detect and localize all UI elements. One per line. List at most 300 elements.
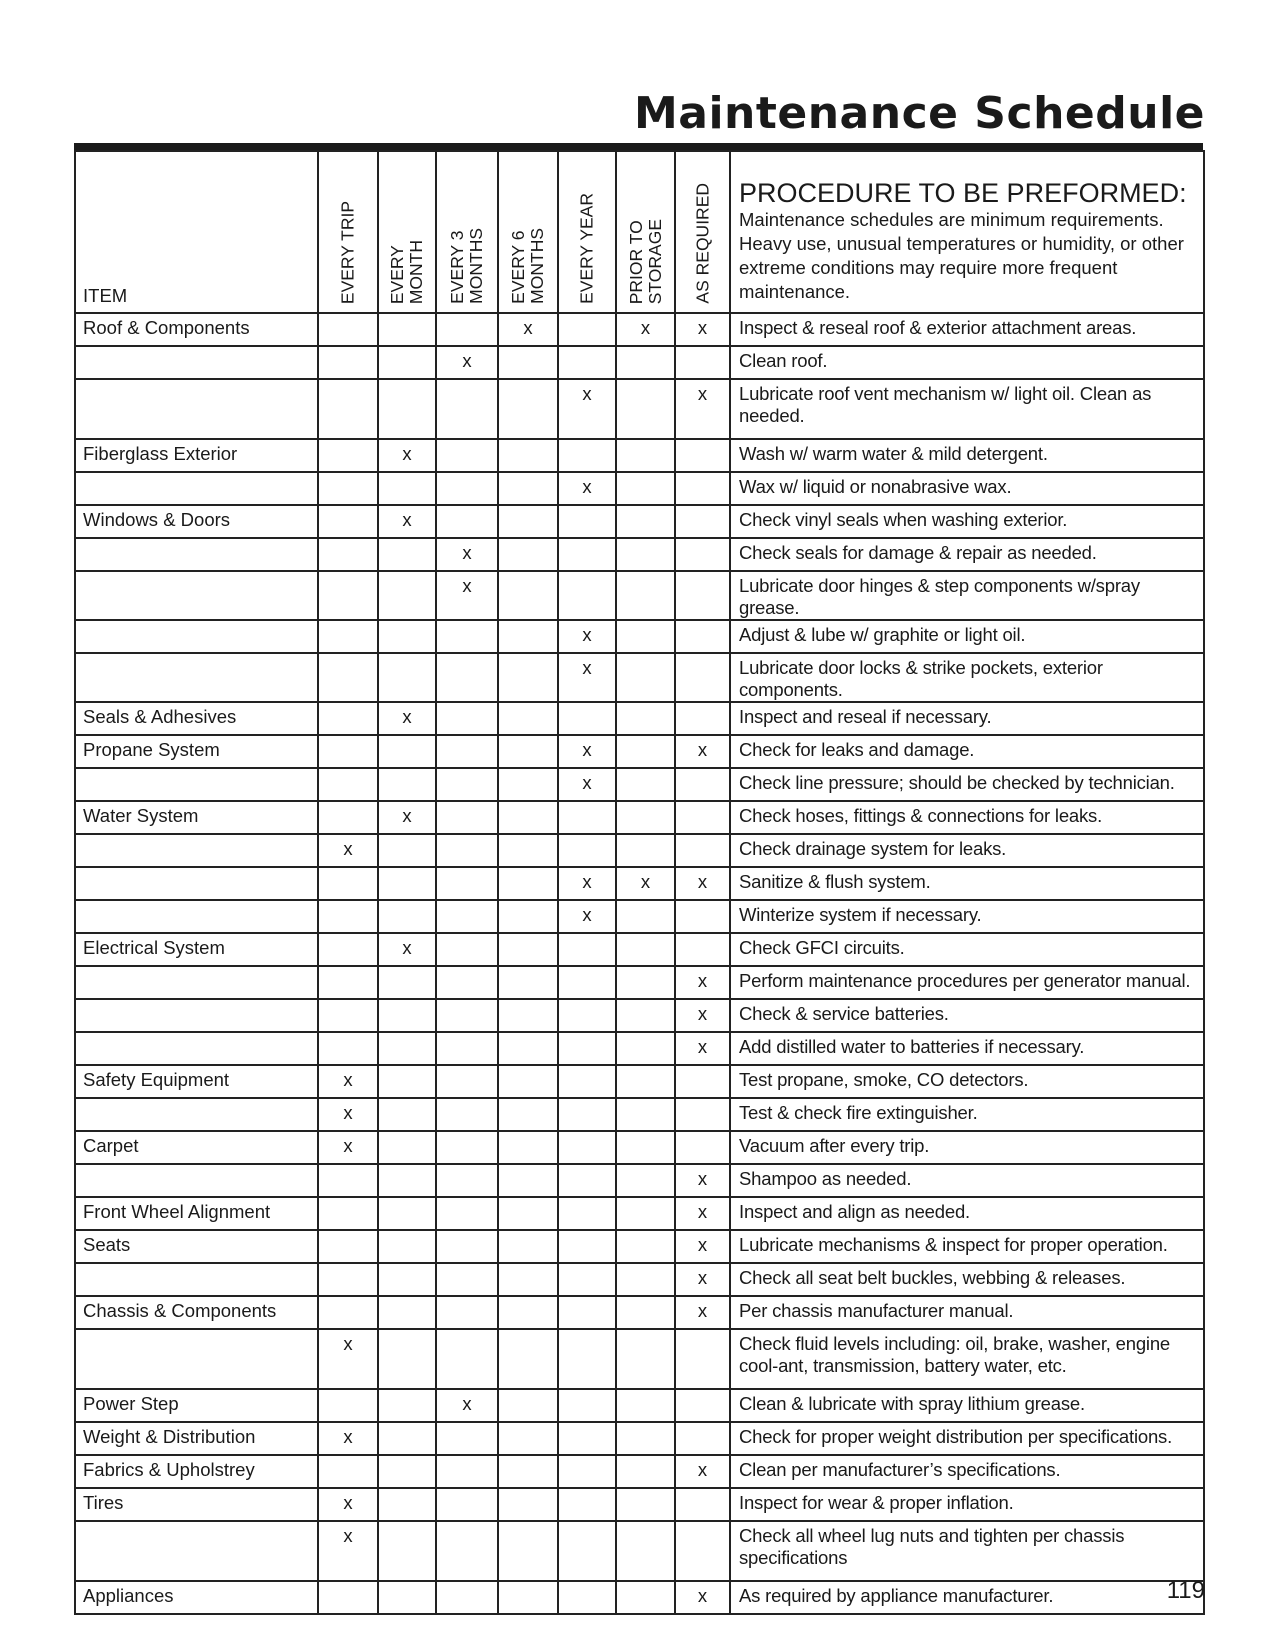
frequency-mark-cell [498,538,558,571]
frequency-mark-cell: x [378,933,436,966]
frequency-mark-cell [318,999,378,1032]
frequency-mark-cell [318,768,378,801]
frequency-mark-cell [436,1065,498,1098]
frequency-mark-cell [318,346,378,379]
frequency-mark-cell [378,1329,436,1389]
frequency-mark-cell [378,346,436,379]
frequency-mark-cell [675,472,730,505]
frequency-mark-cell [318,933,378,966]
procedure-cell: Check for proper weight distribution per specifications. [730,1422,1204,1455]
table-row [75,735,1204,768]
frequency-mark-cell [498,346,558,379]
frequency-mark-cell [498,735,558,768]
frequency-mark-cell: x [675,966,730,999]
frequency-mark-cell [436,1455,498,1488]
frequency-mark-cell [675,1065,730,1098]
frequency-mark-cell [498,1098,558,1131]
frequency-mark-cell [378,1263,436,1296]
frequency-mark-cell [616,999,675,1032]
frequency-mark-cell [675,834,730,867]
frequency-mark-cell: x [498,313,558,346]
frequency-mark-cell: x [318,1131,378,1164]
frequency-mark-cell [558,1263,616,1296]
table-row [75,472,1204,505]
procedure-cell: Inspect & reseal roof & exterior attachment areas. [730,313,1204,346]
frequency-mark-cell [675,1422,730,1455]
table-row [75,966,1204,999]
frequency-mark-cell [318,571,378,620]
frequency-mark-cell [616,439,675,472]
frequency-mark-cell [616,1296,675,1329]
procedure-cell: Test & check fire extinguisher. [730,1098,1204,1131]
frequency-mark-cell [616,966,675,999]
table-row [75,379,1204,439]
item-cell [75,620,318,653]
frequency-mark-cell [558,702,616,735]
frequency-mark-cell [675,571,730,620]
frequency-mark-cell [436,768,498,801]
frequency-mark-cell: x [558,653,616,702]
table-row [75,1065,1204,1098]
item-cell: Power Step [75,1389,318,1422]
item-column-header: ITEM [75,151,318,313]
frequency-mark-cell [675,801,730,834]
frequency-mark-cell [436,966,498,999]
procedure-cell: As required by appliance manufacturer. [730,1581,1204,1614]
frequency-mark-cell [498,571,558,620]
frequency-mark-cell: x [378,505,436,538]
frequency-mark-cell: x [675,999,730,1032]
frequency-mark-cell: x [675,1263,730,1296]
frequency-mark-cell [558,1422,616,1455]
procedure-cell: Check all seat belt buckles, webbing & releases. [730,1263,1204,1296]
frequency-mark-cell [378,867,436,900]
table-row [75,1164,1204,1197]
item-cell: Water System [75,801,318,834]
table-row [75,538,1204,571]
procedure-column-header [730,151,1204,313]
table-row [75,1581,1204,1614]
frequency-mark-cell [498,439,558,472]
frequency-mark-cell [675,702,730,735]
frequency-mark-cell [378,999,436,1032]
table-row [75,834,1204,867]
frequency-mark-cell [318,538,378,571]
frequency-mark-cell [318,801,378,834]
procedure-cell: Winterize system if necessary. [730,900,1204,933]
item-cell [75,1164,318,1197]
frequency-mark-cell [616,1032,675,1065]
frequency-mark-cell [378,1065,436,1098]
frequency-mark-cell [318,1164,378,1197]
table-row [75,439,1204,472]
table-row [75,1098,1204,1131]
frequency-mark-cell [675,1389,730,1422]
item-cell [75,346,318,379]
procedure-cell: Clean per manufacturer’s specifications. [730,1455,1204,1488]
table-row [75,1389,1204,1422]
frequency-mark-cell [378,1197,436,1230]
freq-header-every-6-months [498,151,558,313]
frequency-mark-cell [498,933,558,966]
frequency-mark-cell [318,1263,378,1296]
freq-header-prior-to-storage [616,151,675,313]
frequency-mark-cell [675,1131,730,1164]
frequency-mark-cell [498,653,558,702]
frequency-mark-cell [498,1581,558,1614]
procedure-cell: Check hoses, fittings & connections for leaks. [730,801,1204,834]
frequency-mark-cell [498,1263,558,1296]
item-cell [75,472,318,505]
frequency-mark-cell: x [558,867,616,900]
procedure-title: PROCEDURE TO BE PREFORMED: [739,178,1187,208]
freq-label: EVERY MONTH [387,239,426,304]
frequency-mark-cell [378,966,436,999]
table-row [75,702,1204,735]
frequency-mark-cell [675,1329,730,1389]
frequency-mark-cell [378,1131,436,1164]
title-rule [74,143,1203,150]
frequency-mark-cell [558,1521,616,1581]
item-cell [75,571,318,620]
maintenance-schedule-table [74,150,1205,1615]
frequency-mark-cell [498,1296,558,1329]
procedure-cell: Shampoo as needed. [730,1164,1204,1197]
frequency-mark-cell [616,1065,675,1098]
frequency-mark-cell [436,1164,498,1197]
frequency-mark-cell [616,538,675,571]
frequency-mark-cell [616,1389,675,1422]
freq-header-as-required [675,151,730,313]
frequency-mark-cell [436,1098,498,1131]
item-cell: Roof & Components [75,313,318,346]
frequency-mark-cell [378,1032,436,1065]
procedure-cell: Check seals for damage & repair as needed. [730,538,1204,571]
frequency-mark-cell [616,834,675,867]
frequency-mark-cell [498,505,558,538]
frequency-mark-cell: x [318,1098,378,1131]
frequency-mark-cell [558,1065,616,1098]
item-cell [75,768,318,801]
procedure-cell: Adjust & lube w/ graphite or light oil. [730,620,1204,653]
frequency-mark-cell [558,1389,616,1422]
frequency-mark-cell [318,1032,378,1065]
procedure-cell: Check drainage system for leaks. [730,834,1204,867]
frequency-mark-cell [558,1296,616,1329]
frequency-mark-cell [436,620,498,653]
item-cell: Seats [75,1230,318,1263]
frequency-mark-cell [436,999,498,1032]
frequency-mark-cell [378,768,436,801]
frequency-mark-cell [436,653,498,702]
procedure-cell: Per chassis manufacturer manual. [730,1296,1204,1329]
procedure-cell: Test propane, smoke, CO detectors. [730,1065,1204,1098]
frequency-mark-cell [558,933,616,966]
procedure-cell: Inspect and align as needed. [730,1197,1204,1230]
frequency-mark-cell [498,1032,558,1065]
frequency-mark-cell: x [558,735,616,768]
frequency-mark-cell [616,1521,675,1581]
frequency-mark-cell [436,472,498,505]
procedure-cell: Inspect and reseal if necessary. [730,702,1204,735]
table-row [75,900,1204,933]
procedure-cell: Vacuum after every trip. [730,1131,1204,1164]
page-title: Maintenance Schedule [633,88,1205,139]
item-cell [75,1329,318,1389]
frequency-mark-cell [318,702,378,735]
frequency-mark-cell [498,900,558,933]
frequency-mark-cell [436,1230,498,1263]
frequency-mark-cell [616,505,675,538]
procedure-cell: Wax w/ liquid or nonabrasive wax. [730,472,1204,505]
frequency-mark-cell [436,1422,498,1455]
item-cell: Windows & Doors [75,505,318,538]
frequency-mark-cell: x [436,538,498,571]
frequency-mark-cell [498,768,558,801]
procedure-cell: Perform maintenance procedures per generator manual. [730,966,1204,999]
frequency-mark-cell: x [675,1230,730,1263]
frequency-mark-cell [675,900,730,933]
item-cell: Electrical System [75,933,318,966]
frequency-mark-cell [558,1164,616,1197]
frequency-mark-cell [675,1521,730,1581]
frequency-mark-cell [436,1521,498,1581]
page-number: 119 [1166,1577,1205,1604]
frequency-mark-cell [498,1164,558,1197]
item-cell [75,538,318,571]
frequency-mark-cell [436,1131,498,1164]
frequency-mark-cell [558,966,616,999]
frequency-mark-cell [616,620,675,653]
frequency-mark-cell [378,1164,436,1197]
frequency-mark-cell [558,313,616,346]
frequency-mark-cell [436,1296,498,1329]
procedure-note: Maintenance schedules are minimum requirements. Heavy use, unusual temperatures or humidity, or other extreme conditions may require more frequent maintenance. [739,209,1184,302]
frequency-mark-cell [616,1197,675,1230]
frequency-mark-cell [498,1329,558,1389]
frequency-mark-cell [318,1455,378,1488]
frequency-mark-cell [616,1263,675,1296]
frequency-mark-cell [378,1389,436,1422]
freq-header-every-3-months [436,151,498,313]
frequency-mark-cell [378,1098,436,1131]
frequency-mark-cell [558,505,616,538]
frequency-mark-cell [616,1164,675,1197]
frequency-mark-cell [318,620,378,653]
frequency-mark-cell [318,867,378,900]
item-cell [75,999,318,1032]
procedure-cell: Check for leaks and damage. [730,735,1204,768]
frequency-mark-cell [558,999,616,1032]
frequency-mark-cell [675,620,730,653]
frequency-mark-cell [436,1197,498,1230]
table-row [75,571,1204,620]
frequency-mark-cell [378,313,436,346]
table-row [75,867,1204,900]
item-cell [75,1098,318,1131]
frequency-mark-cell: x [675,867,730,900]
frequency-mark-cell [498,472,558,505]
freq-label: EVERY TRIP [337,200,358,304]
frequency-mark-cell: x [436,1389,498,1422]
frequency-mark-cell [558,1032,616,1065]
frequency-mark-cell: x [675,1164,730,1197]
frequency-mark-cell: x [675,1581,730,1614]
table-row [75,653,1204,702]
frequency-mark-cell [616,1488,675,1521]
frequency-mark-cell [318,900,378,933]
freq-header-every-trip [318,151,378,313]
frequency-mark-cell: x [436,346,498,379]
frequency-mark-cell [378,1296,436,1329]
frequency-mark-cell [616,653,675,702]
frequency-mark-cell [616,1098,675,1131]
table-row [75,1032,1204,1065]
frequency-mark-cell [558,1131,616,1164]
frequency-mark-cell [675,768,730,801]
frequency-mark-cell: x [318,834,378,867]
table-row [75,933,1204,966]
frequency-mark-cell [318,735,378,768]
frequency-mark-cell [616,1455,675,1488]
frequency-mark-cell [616,900,675,933]
frequency-mark-cell [558,1329,616,1389]
frequency-mark-cell [616,571,675,620]
procedure-cell: Lubricate door locks & strike pockets, exterior components. [730,653,1204,702]
frequency-mark-cell [378,620,436,653]
frequency-mark-cell [436,702,498,735]
frequency-mark-cell: x [436,571,498,620]
frequency-mark-cell [558,1488,616,1521]
item-cell: Seals & Adhesives [75,702,318,735]
frequency-mark-cell [436,313,498,346]
frequency-mark-cell [498,801,558,834]
frequency-mark-cell: x [675,1296,730,1329]
frequency-mark-cell [436,867,498,900]
frequency-mark-cell: x [675,1455,730,1488]
frequency-mark-cell [318,1296,378,1329]
schedule-body [75,313,1204,1614]
frequency-mark-cell [558,571,616,620]
frequency-mark-cell [436,933,498,966]
frequency-mark-cell: x [616,867,675,900]
frequency-mark-cell [378,1488,436,1521]
frequency-mark-cell [675,653,730,702]
frequency-mark-cell: x [378,702,436,735]
frequency-mark-cell [436,379,498,439]
frequency-mark-cell [318,439,378,472]
frequency-mark-cell [378,1581,436,1614]
frequency-mark-cell [498,1521,558,1581]
freq-label: EVERY 3 MONTHS [447,228,486,304]
procedure-cell: Check vinyl seals when washing exterior. [730,505,1204,538]
frequency-mark-cell [378,538,436,571]
table-row [75,1197,1204,1230]
frequency-mark-cell [498,1488,558,1521]
procedure-cell: Lubricate door hinges & step components w/spray grease. [730,571,1204,620]
frequency-mark-cell: x [318,1065,378,1098]
frequency-mark-cell: x [318,1488,378,1521]
frequency-mark-cell [436,735,498,768]
frequency-mark-cell [378,1455,436,1488]
procedure-cell: Clean roof. [730,346,1204,379]
item-cell [75,867,318,900]
procedure-cell: Clean & lubricate with spray lithium grease. [730,1389,1204,1422]
procedure-cell: Check fluid levels including: oil, brake, washer, engine cool-ant, transmission, battery water, etc. [730,1329,1204,1389]
frequency-mark-cell [318,505,378,538]
procedure-cell: Check line pressure; should be checked by technician. [730,768,1204,801]
frequency-mark-cell [436,834,498,867]
procedure-cell: Check GFCI circuits. [730,933,1204,966]
frequency-mark-cell [378,472,436,505]
table-row [75,1131,1204,1164]
header-row [75,151,1204,313]
table-row [75,313,1204,346]
frequency-mark-cell: x [318,1422,378,1455]
frequency-mark-cell [558,346,616,379]
frequency-mark-cell [558,834,616,867]
frequency-mark-cell [498,834,558,867]
frequency-mark-cell [616,1131,675,1164]
frequency-mark-cell: x [558,768,616,801]
frequency-mark-cell [498,867,558,900]
table-row [75,999,1204,1032]
frequency-mark-cell [558,1455,616,1488]
frequency-mark-cell [498,1131,558,1164]
item-cell: Chassis & Components [75,1296,318,1329]
frequency-mark-cell [616,702,675,735]
frequency-mark-cell: x [558,900,616,933]
frequency-mark-cell [616,1230,675,1263]
frequency-mark-cell [436,1263,498,1296]
frequency-mark-cell: x [675,379,730,439]
table-row [75,1488,1204,1521]
frequency-mark-cell [436,1329,498,1389]
frequency-mark-cell [616,1422,675,1455]
frequency-mark-cell [436,439,498,472]
frequency-mark-cell [616,1581,675,1614]
item-cell [75,834,318,867]
frequency-mark-cell [498,1389,558,1422]
frequency-mark-cell [318,1581,378,1614]
freq-label: EVERY YEAR [576,193,597,304]
frequency-mark-cell: x [558,379,616,439]
frequency-mark-cell [675,505,730,538]
procedure-cell: Add distilled water to batteries if necessary. [730,1032,1204,1065]
frequency-mark-cell [558,801,616,834]
frequency-mark-cell [378,571,436,620]
frequency-mark-cell [558,538,616,571]
frequency-mark-cell: x [675,735,730,768]
frequency-mark-cell [616,768,675,801]
frequency-mark-cell [498,379,558,439]
table-row [75,1422,1204,1455]
frequency-mark-cell [378,735,436,768]
frequency-mark-cell [318,472,378,505]
frequency-mark-cell [675,439,730,472]
frequency-mark-cell [675,933,730,966]
table-row [75,1230,1204,1263]
frequency-mark-cell [558,439,616,472]
frequency-mark-cell [616,735,675,768]
frequency-mark-cell [498,1065,558,1098]
item-cell: Front Wheel Alignment [75,1197,318,1230]
frequency-mark-cell [318,313,378,346]
frequency-mark-cell [378,1521,436,1581]
item-cell: Appliances [75,1581,318,1614]
frequency-mark-cell [616,801,675,834]
frequency-mark-cell [498,1455,558,1488]
